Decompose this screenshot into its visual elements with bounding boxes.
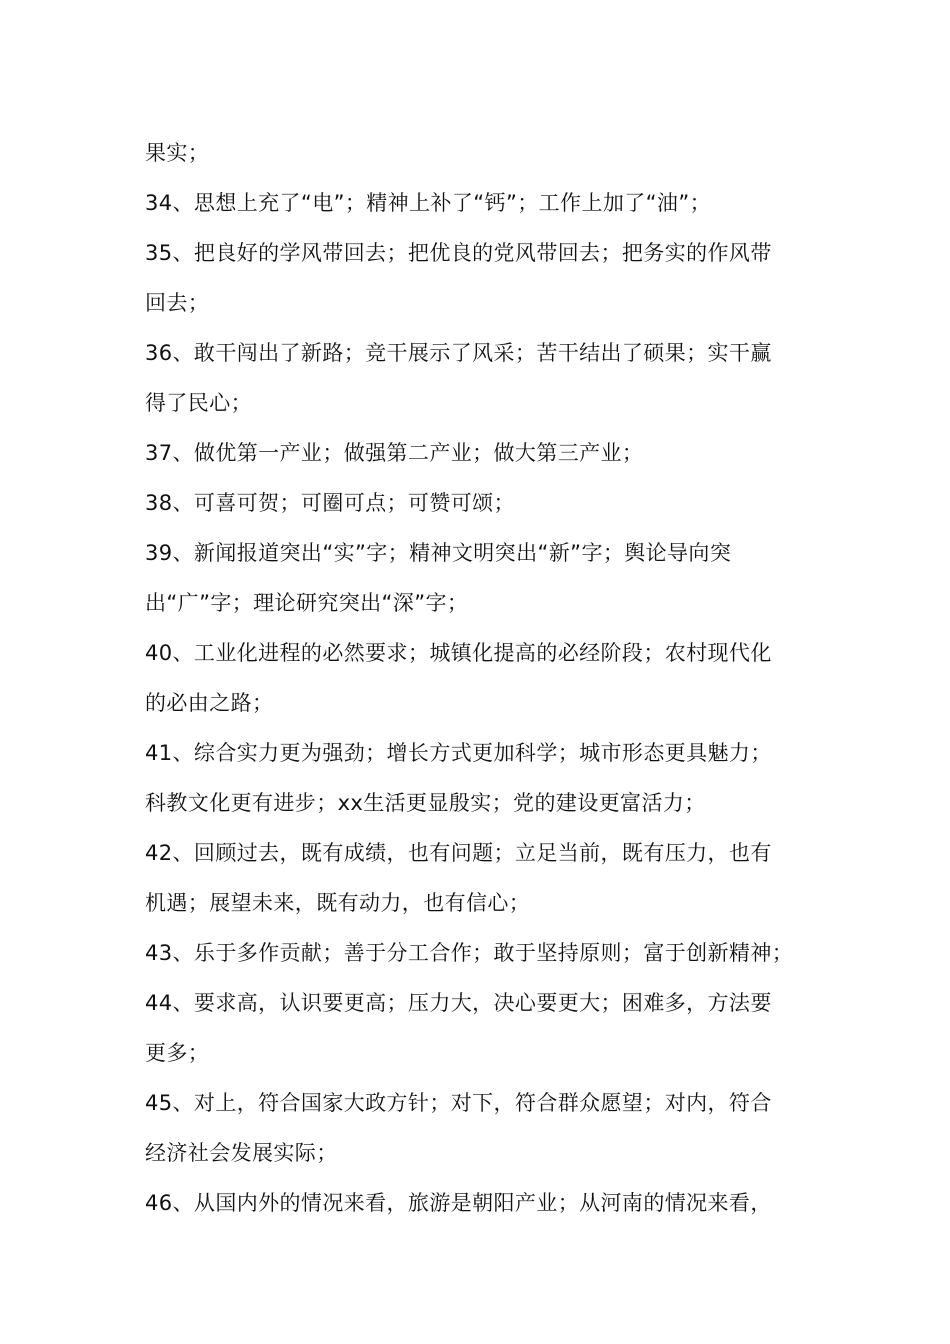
text-line: 38、可喜可贺；可圈可点；可赞可颂；	[145, 491, 515, 515]
text-line: 35、把良好的学风带回去；把优良的党风带回去；把务实的作风带	[145, 241, 772, 265]
text-line: 36、敢干闯出了新路；竞干展示了风采；苦干结出了硕果；实干赢	[145, 341, 772, 365]
text-line: 得了民心；	[145, 391, 252, 415]
text-line: 经济社会发展实际；	[145, 1141, 338, 1165]
text-line: 37、做优第一产业；做强第二产业；做大第三产业；	[145, 441, 644, 465]
text-line: 更多；	[145, 1041, 210, 1065]
text-line: 40、工业化进程的必然要求；城镇化提高的必经阶段；农村现代化	[145, 641, 772, 665]
text-line: 科教文化更有进步；xx生活更显殷实；党的建设更富活力；	[145, 791, 706, 815]
text-line: 45、对上，符合国家大政方针；对下，符合群众愿望；对内，符合	[145, 1091, 772, 1115]
text-line: 43、乐于多作贡献；善于分工合作；敢于坚持原则；富于创新精神；	[145, 941, 794, 965]
text-line: 机遇；展望未来，既有动力，也有信心；	[145, 891, 531, 915]
text-line: 46、从国内外的情况来看，旅游是朝阳产业；从河南的情况来看，	[145, 1191, 772, 1215]
text-line: 34、思想上充了“电”；精神上补了“钙”；工作上加了“油”；	[145, 191, 711, 215]
text-line: 44、要求高，认识要更高；压力大，决心要更大；困难多，方法要	[145, 991, 772, 1015]
text-line: 39、新闻报道突出“实”字；精神文明突出“新”字；舆论导向突	[145, 541, 732, 565]
text-line: 果实；	[145, 141, 210, 165]
text-line: 41、综合实力更为强劲；增长方式更加科学；城市形态更具魅力；	[145, 741, 772, 765]
text-line: 42、回顾过去，既有成绩，也有问题；立足当前，既有压力，也有	[145, 841, 772, 865]
text-line: 的必由之路；	[145, 691, 274, 715]
text-line: 回去；	[145, 291, 210, 315]
text-line: 出“广”字；理论研究突出“深”字；	[145, 591, 469, 615]
document-body	[145, 128, 810, 1228]
